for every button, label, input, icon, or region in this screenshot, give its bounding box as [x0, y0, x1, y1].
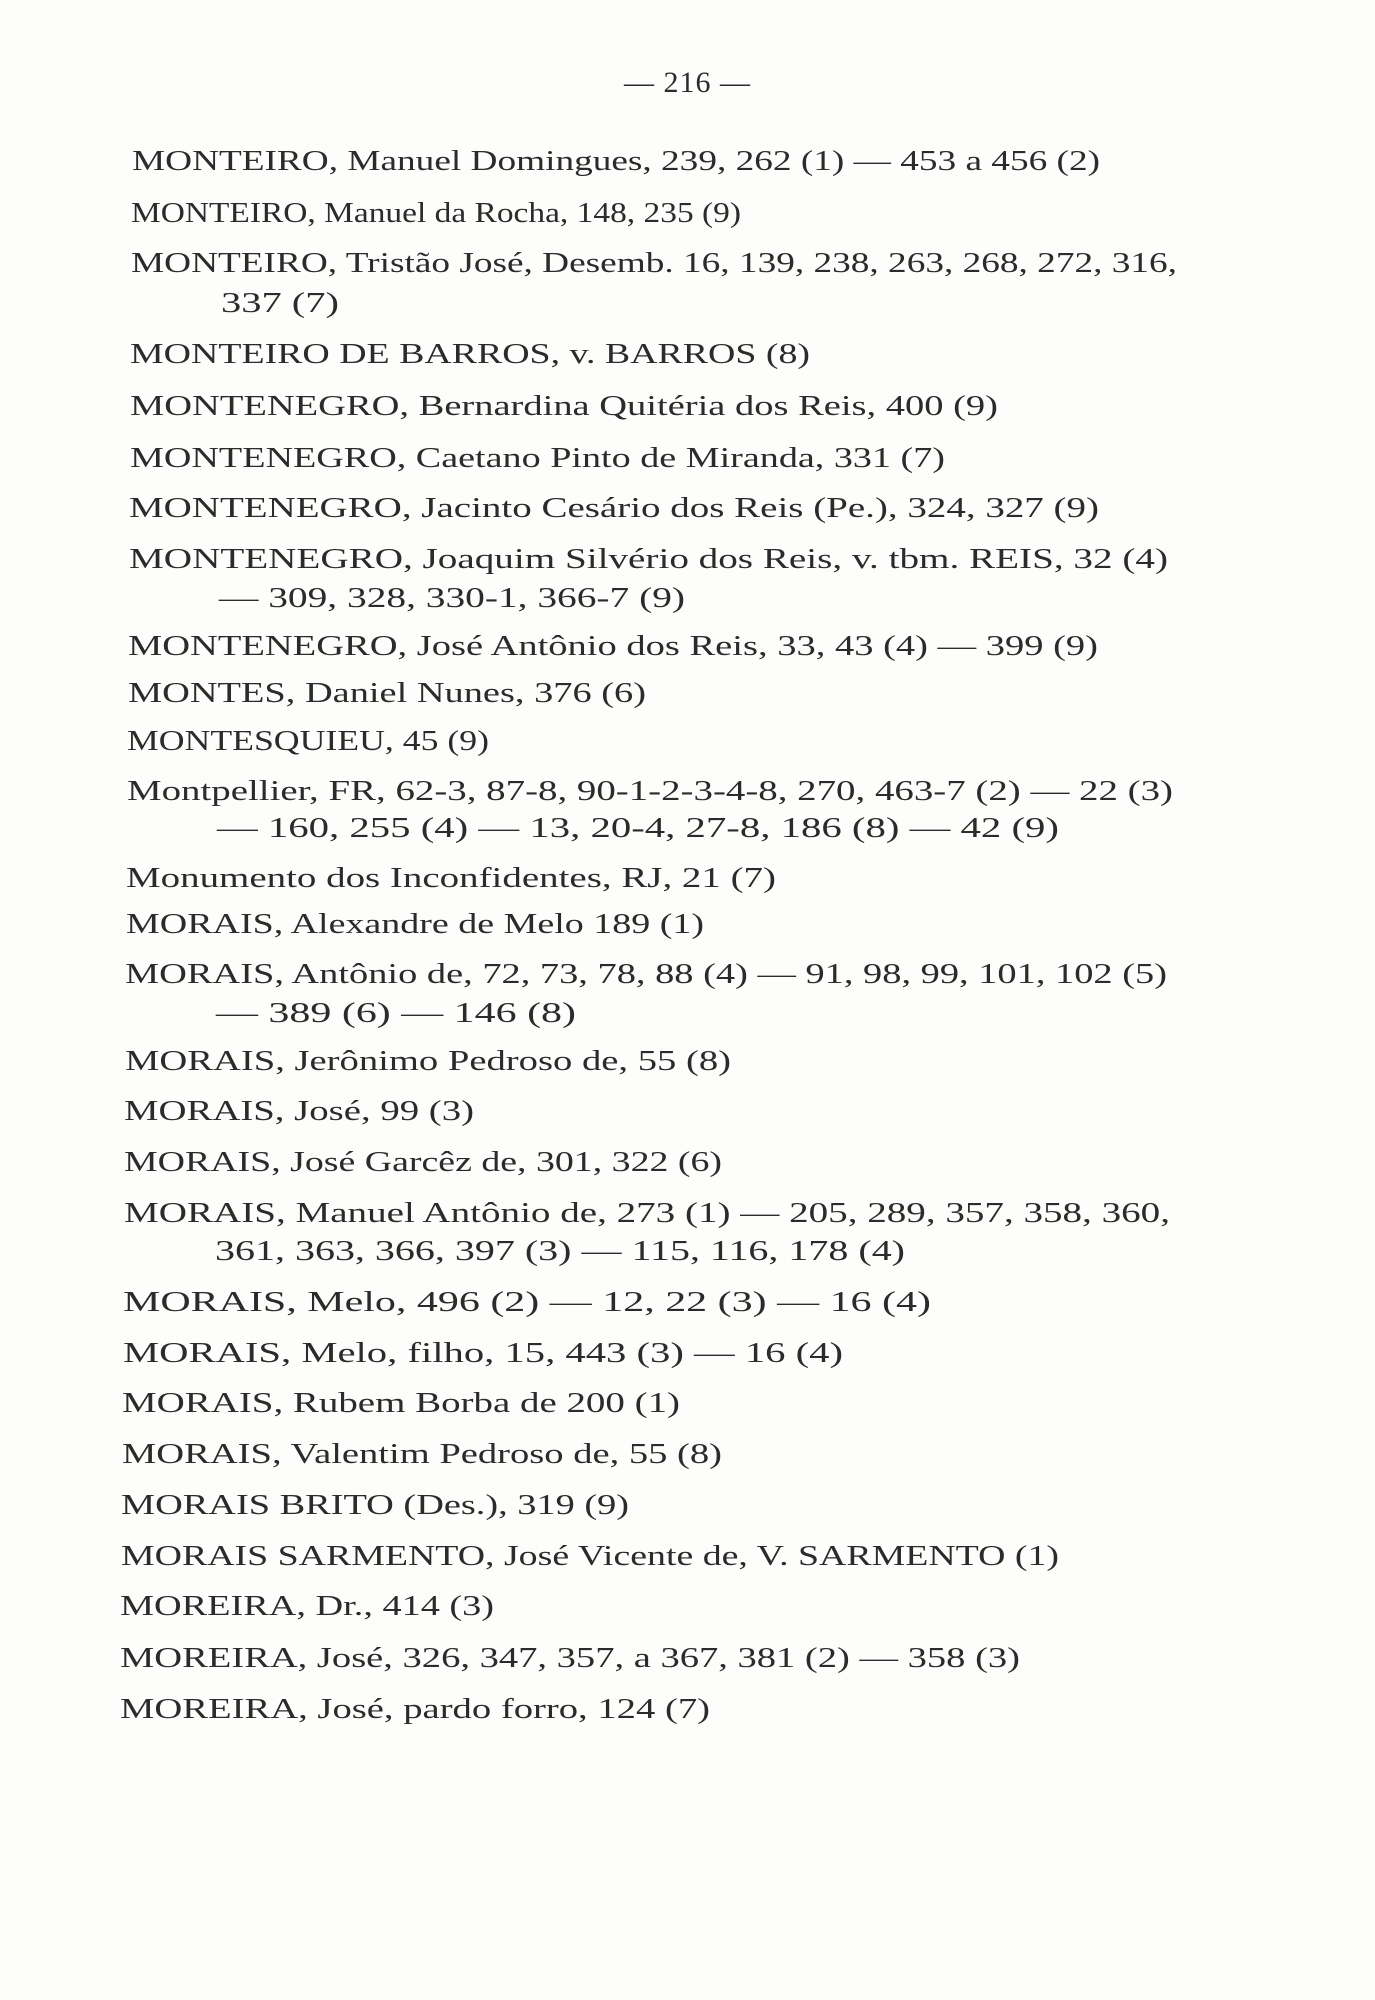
index-entry: Monumento dos Inconfidentes, RJ, 21 (7) [126, 863, 776, 894]
index-entry: MONTESQUIEU, 45 (9) [127, 726, 489, 757]
index-entry-continuation: 337 (7) [221, 288, 339, 319]
index-entry: MONTEIRO, Tristão José, Desemb. 16, 139, 238, 263, 268, 272, 316, [131, 248, 1177, 279]
index-entry-continuation: — 389 (6) — 146 (8) [216, 998, 576, 1029]
index-entry: MORAIS, Melo, 496 (2) — 12, 22 (3) — 16 (4) [123, 1287, 931, 1318]
index-entry: MORAIS, Alexandre de Melo 189 (1) [126, 909, 704, 940]
index-entry-continuation: 361, 363, 366, 397 (3) — 115, 116, 178 (4) [215, 1236, 905, 1267]
index-entry: MORAIS BRITO (Des.), 319 (9) [121, 1490, 629, 1521]
index-entry: MONTEIRO, Manuel da Rocha, 148, 235 (9) [131, 198, 741, 229]
index-entry: MONTEIRO DE BARROS, v. BARROS (8) [130, 339, 810, 370]
index-entry: MOREIRA, José, 326, 347, 357, a 367, 381 (2) — 358 (3) [120, 1643, 1020, 1674]
index-entry: MONTENEGRO, Jacinto Cesário dos Reis (Pe.), 324, 327 (9) [129, 493, 1099, 524]
index-entry-continuation: — 309, 328, 330-1, 366-7 (9) [219, 583, 685, 614]
index-entry: MORAIS, Rubem Borba de 200 (1) [122, 1388, 680, 1419]
index-entry: MORAIS, Manuel Antônio de, 273 (1) — 205, 289, 357, 358, 360, [124, 1198, 1170, 1229]
index-entry: MOREIRA, José, pardo forro, 124 (7) [120, 1694, 710, 1725]
index-entry: MORAIS, Valentim Pedroso de, 55 (8) [122, 1439, 722, 1470]
index-entry-continuation: — 160, 255 (4) — 13, 20-4, 27-8, 186 (8) — 42 (9) [217, 813, 1059, 844]
index-entry: MORAIS, Jerônimo Pedroso de, 55 (8) [125, 1046, 731, 1077]
index-entry: MORAIS, Antônio de, 72, 73, 78, 88 (4) — 91, 98, 99, 101, 102 (5) [125, 959, 1167, 990]
index-entry: MORAIS, José, 99 (3) [124, 1096, 474, 1127]
index-entry: MORAIS, José Garcêz de, 301, 322 (6) [124, 1147, 722, 1178]
index-entry: MOREIRA, Dr., 414 (3) [120, 1591, 494, 1622]
index-entry: MONTENEGRO, José Antônio dos Reis, 33, 43 (4) — 399 (9) [128, 631, 1098, 662]
index-entry: Montpellier, FR, 62-3, 87-8, 90-1-2-3-4-8, 270, 463-7 (2) — 22 (3) [127, 776, 1173, 807]
index-entry: MONTEIRO, Manuel Domingues, 239, 262 (1) — 453 a 456 (2) [132, 146, 1100, 177]
index-entry: MONTENEGRO, Bernardina Quitéria dos Reis, 400 (9) [130, 391, 998, 422]
page-number: — 216 — [624, 66, 751, 99]
index-entry: MORAIS, Melo, filho, 15, 443 (3) — 16 (4) [123, 1338, 843, 1369]
index-entry: MONTES, Daniel Nunes, 376 (6) [128, 678, 646, 709]
index-entry: MONTENEGRO, Caetano Pinto de Miranda, 331 (7) [130, 443, 945, 474]
index-entry: MONTENEGRO, Joaquim Silvério dos Reis, v. tbm. REIS, 32 (4) [129, 544, 1168, 575]
index-entry: MORAIS SARMENTO, José Vicente de, V. SARMENTO (1) [121, 1541, 1059, 1572]
